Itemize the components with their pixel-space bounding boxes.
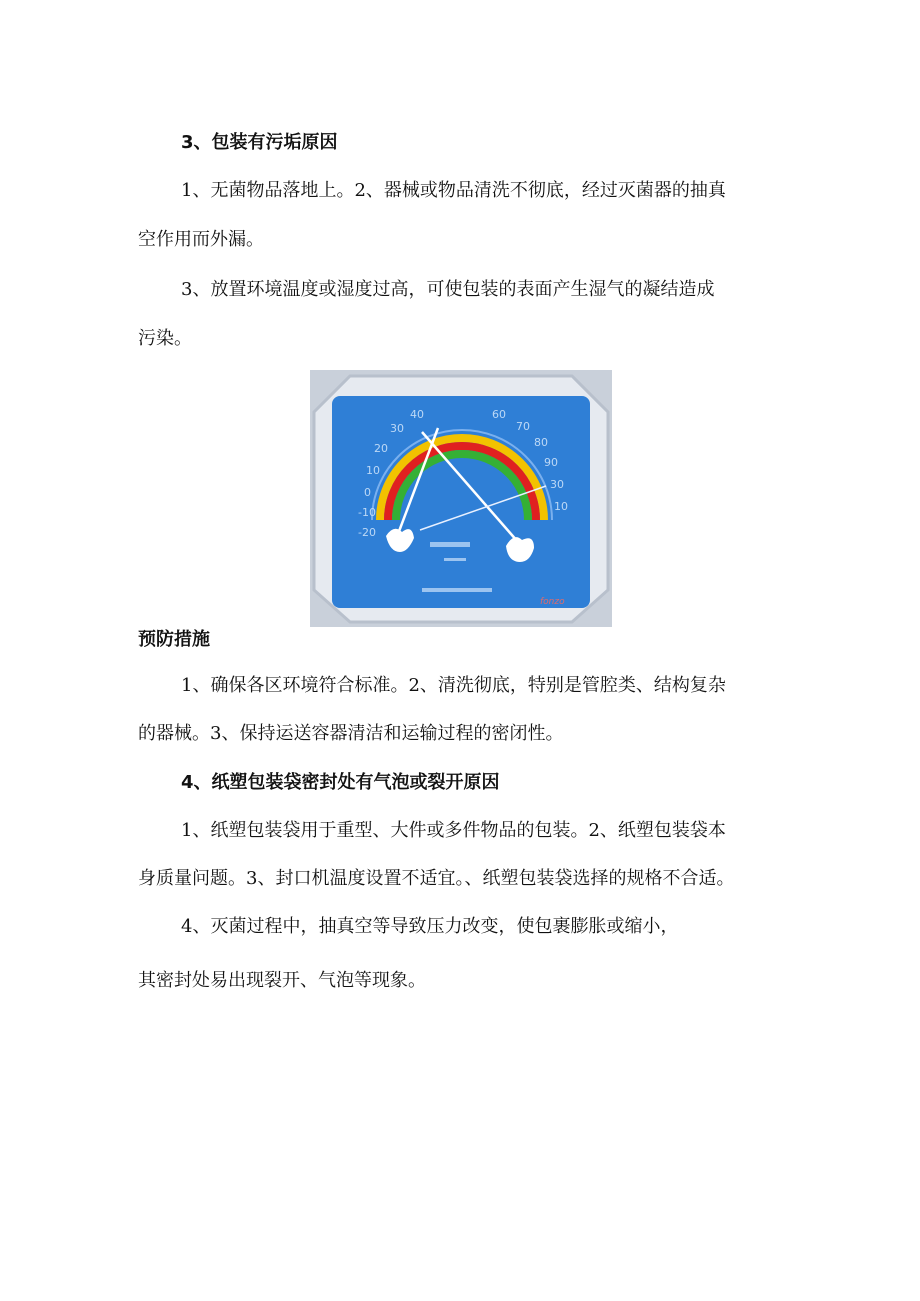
left-tick-label: -10 [358,506,376,519]
section3-paragraph1-line1: 1、无菌物品落地上。2、器械或物品清洗不彻底，经过灭菌器的抽真 [181,180,726,201]
left-tick-label: -20 [358,526,376,539]
section3-heading: 3、包装有污垢原因 [181,132,338,153]
hygrometer-photo [310,370,612,627]
right-tick-label: 30 [550,478,564,491]
section4-paragraph2-line1: 4、灭菌过程中，抽真空等导致压力改变，使包裹膨胀或缩小， [181,916,679,937]
left-tick-label: 40 [410,408,424,421]
section4-heading: 4、纸塑包装袋密封处有气泡或裂开原因 [181,772,500,793]
prevention-paragraph1-line2: 的器械。3、保持运送容器清洁和运输过程的密闭性。 [138,723,564,744]
section4-paragraph1-line2: 身质量问题。3、封口机温度设置不适宜。、纸塑包装袋选择的规格不合适。 [138,868,735,889]
left-tick-label: 10 [366,464,380,477]
section4-paragraph1-line1: 1、纸塑包装袋用于重型、大件或多件物品的包装。2、纸塑包装袋本 [181,820,726,841]
right-tick-label: 80 [534,436,548,449]
left-tick-label: 0 [364,486,371,499]
prevention-paragraph1-line1: 1、确保各区环境符合标准。2、清洗彻底，特别是管腔类、结构复杂 [181,675,726,696]
right-tick-label: 70 [516,420,530,433]
watermark: fonzo [540,597,565,607]
section3-paragraph1-line2: 空作用而外漏。 [138,229,264,250]
prevention-heading: 预防措施 [138,629,210,650]
left-tick-label: 30 [390,422,404,435]
left-tick-label: 20 [374,442,388,455]
section3-paragraph2-line2: 污染。 [138,328,192,349]
right-tick-label: 10 [554,500,568,513]
right-tick-label: 90 [544,456,558,469]
right-tick-label: 60 [492,408,506,421]
section4-paragraph2-line2: 其密封处易出现裂开、气泡等现象。 [138,970,426,991]
section3-paragraph2-line1: 3、放置环境温度或湿度过高，可使包装的表面产生湿气的凝结造成 [181,279,715,300]
